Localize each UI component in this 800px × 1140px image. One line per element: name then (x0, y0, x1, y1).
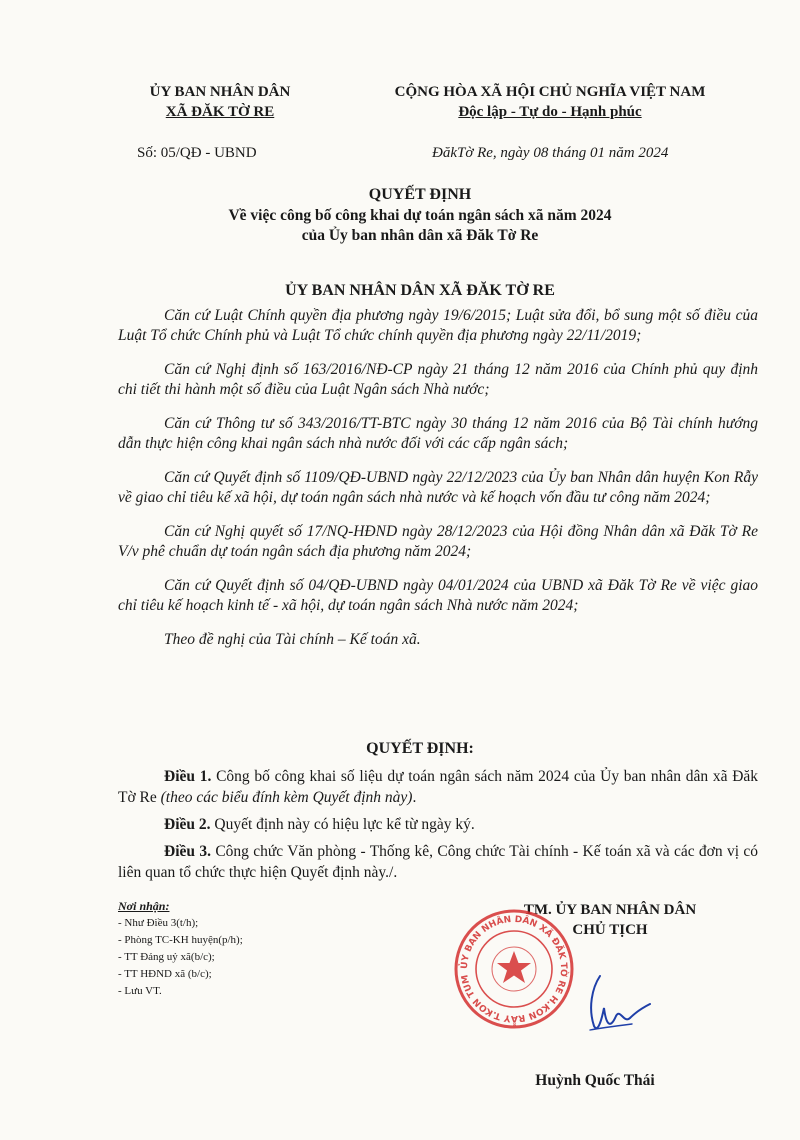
recipient-item: - Phòng TC-KH huyện(p/h); (118, 934, 243, 946)
articles (118, 766, 758, 889)
article-text: Công chức Văn phòng - Thống kê, Công chức Tài chính - Kế toán xã và các đơn vị có liên quan tổ chức thực hiện Quyết định này./. (118, 843, 758, 881)
article-text: Công bố công khai số liệu dự toán ngân sách năm 2024 của Ủy ban nhân dân xã Đăk Tờ Re (118, 768, 759, 806)
preamble-item: Căn cứ Quyết định số 1109/QĐ-UBND ngày 22/12/2023 của Ủy ban Nhân dân huyện Kon Rẫy về giao chỉ tiêu kế xã hội, dự toán ngân sách nhà nước và kế hoạch vốn đầu tư công năm 2024; (118, 469, 758, 506)
recipients-block (118, 898, 243, 1000)
issuer-line2: XÃ ĐĂK TỜ RE (165, 104, 275, 120)
title-block (100, 184, 740, 246)
issuer-header (100, 82, 340, 122)
preamble-item: Theo đề nghị của Tài chính – Kế toán xã. (164, 631, 421, 648)
article-label: Điều 1. (164, 768, 212, 785)
document-date: ĐăkTờ Re, ngày 08 tháng 01 năm 2024 (432, 145, 669, 161)
article-text: Quyết định này có hiệu lực kể từ ngày ký. (214, 816, 475, 833)
preamble-item: Căn cứ Nghị định số 163/2016/NĐ-CP ngày 21 tháng 12 năm 2016 của Chính phủ quy định chi tiết thi hành một số điều của Luật Ngân sách Nhà nước; (118, 361, 758, 398)
signature-line1: TM. ỦY BAN NHÂN DÂN (523, 902, 697, 918)
agency-heading: ỦY BAN NHÂN DÂN XÃ ĐĂK TỜ RE (285, 282, 555, 299)
article-2 (118, 814, 758, 835)
national-header (350, 82, 750, 122)
article-3 (118, 841, 758, 883)
national-title: CỘNG HÒA XÃ HỘI CHỦ NGHĨA VIỆT NAM (394, 84, 706, 100)
article-label: Điều 2. (164, 816, 211, 833)
preamble (118, 306, 758, 664)
recipient-item: - Như Điều 3(t/h); (118, 917, 199, 929)
national-motto: Độc lập - Tự do - Hạnh phúc (458, 104, 642, 120)
article-label: Điều 3. (164, 843, 211, 860)
signature-line2: CHỦ TỊCH (572, 922, 648, 938)
seal-text: ỦY BAN NHÂN DÂN XÃ ĐĂK TỜ RE H.KON RẪY T.KON TUM (459, 914, 569, 1024)
recipients-title: Nơi nhận: (118, 899, 170, 913)
handwritten-signature-icon (570, 968, 660, 1048)
official-seal-icon (452, 907, 576, 1031)
preamble-item: Căn cứ Thông tư số 343/2016/TT-BTC ngày 30 tháng 12 năm 2016 của Bộ Tài chính hướng dẫn thực hiện công khai ngân sách nhà nước đối với các cấp ngân sách; (118, 415, 758, 452)
decision-heading: QUYẾT ĐỊNH: (366, 740, 474, 757)
preamble-item: Căn cứ Quyết định số 04/QĐ-UBND ngày 04/01/2024 của UBND xã Đăk Tờ Re về việc giao chỉ tiêu kế hoạch kinh tế - xã hội, dự toán ngân sách Nhà nước năm 2024; (118, 577, 758, 614)
document-subject-2: của Ủy ban nhân dân xã Đăk Tờ Re (301, 227, 539, 244)
recipient-item: - Lưu VT. (118, 985, 162, 997)
article-note: (theo các biểu đính kèm Quyết định này) (160, 789, 413, 806)
document-number: Số: 05/QĐ - UBND (137, 145, 257, 161)
article-1 (118, 766, 758, 808)
document-title: QUYẾT ĐỊNH (368, 186, 472, 203)
recipient-item: - TT HĐND xã (b/c); (118, 968, 212, 980)
preamble-item: Căn cứ Luật Chính quyền địa phương ngày 19/6/2015; Luật sửa đổi, bổ sung một số điều của Luật Tổ chức Chính phủ và Luật Tổ chức chính quyền địa phương ngày 22/11/2019; (118, 307, 758, 344)
document-subject-1: Về việc công bố công khai dự toán ngân sách xã năm 2024 (228, 207, 612, 224)
preamble-item: Căn cứ Nghị quyết số 17/NQ-HĐND ngày 28/12/2023 của Hội đồng Nhân dân xã Đăk Tờ Re V/v phê chuẩn dự toán ngân sách địa phương năm 2024; (118, 523, 758, 560)
recipient-item: - TT Đảng uỷ xã(b/c); (118, 951, 215, 963)
signer-name: Huỳnh Quốc Thái (535, 1072, 655, 1089)
issuer-line1: ỦY BAN NHÂN DÂN (149, 84, 291, 100)
article-end: . (412, 789, 417, 806)
